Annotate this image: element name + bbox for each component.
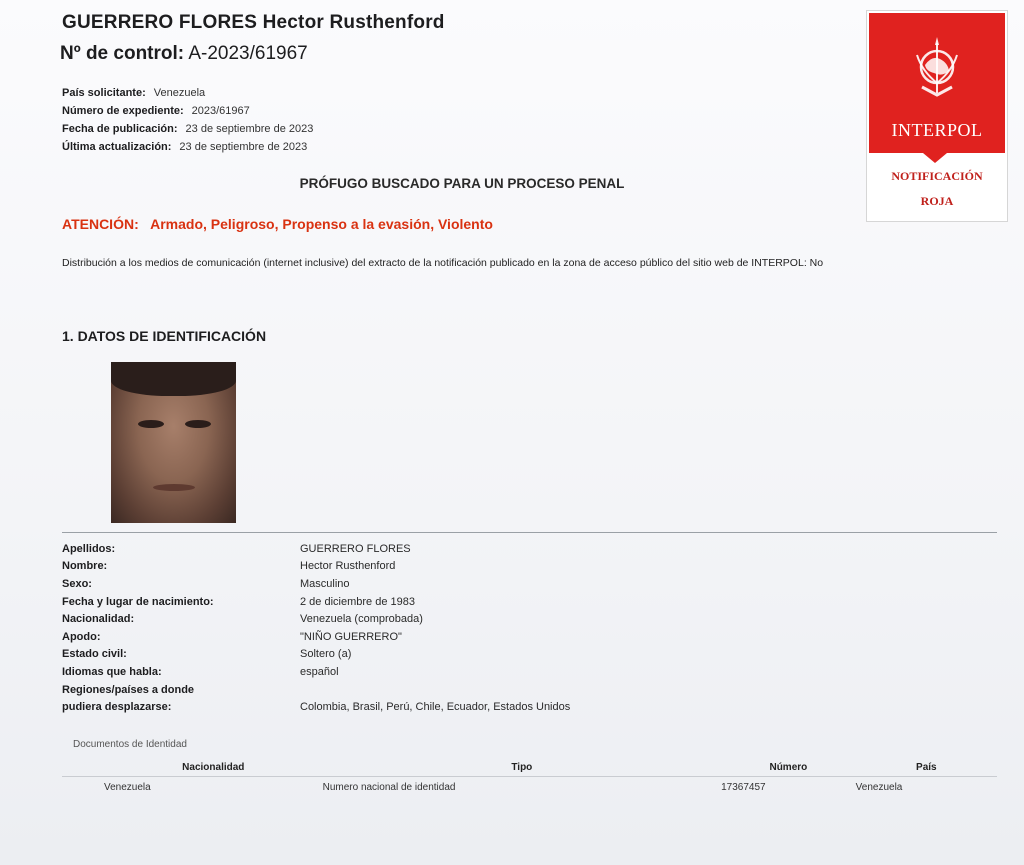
section-title: 1. DATOS DE IDENTIFICACIÓN: [62, 328, 267, 344]
field-row: Nacionalidad: Venezuela (comprobada): [62, 613, 423, 626]
control-value: A-2023/61967: [188, 43, 308, 64]
warning-text: Armado, Peligroso, Propenso a la evasión, Violento: [150, 216, 493, 232]
meta-row: Número de expediente: 2023/61967: [62, 105, 250, 117]
logo-subtitle: NOTIFICACIÓN: [891, 169, 983, 183]
field-row: pudiera desplazarse: Colombia, Brasil, Perú, Chile, Ecuador, Estados Unidos: [62, 701, 571, 714]
field-row: Regiones/países a donde: [62, 683, 195, 696]
divider: [62, 532, 997, 533]
meta-row: Última actualización: 23 de septiembre de 2023: [62, 141, 308, 153]
identification-fields: [62, 540, 570, 716]
suspect-photo: [111, 362, 236, 523]
field-row: Idiomas que habla: español: [62, 665, 339, 678]
field-row: Nombre: Hector Rusthenford: [62, 560, 396, 573]
control-label: Nº de control:: [60, 43, 185, 64]
table-row: Venezuela Numero nacional de identidad 17367457 Venezuela: [104, 781, 903, 793]
documents-table: [62, 758, 997, 797]
control-number: [60, 43, 308, 65]
person-name: GUERRERO FLORES Hector Rusthenford: [62, 12, 445, 33]
warning-line: [62, 216, 493, 232]
warning-label: ATENCIÓN:: [62, 216, 139, 232]
notice-title: PRÓFUGO BUSCADO PARA UN PROCESO PENAL: [299, 176, 625, 191]
field-row: Sexo: Masculino: [62, 577, 350, 590]
meta-row: País solicitante: Venezuela: [62, 87, 206, 99]
field-row: Fecha y lugar de nacimiento: 2 de diciembre de 1983: [62, 595, 415, 608]
notice-metadata: [62, 84, 313, 156]
logo-subtitle: ROJA: [920, 194, 954, 208]
documents-title: Documentos de Identidad: [73, 739, 187, 750]
field-row: Estado civil: Soltero (a): [62, 648, 352, 661]
field-row: Apodo: "NIÑO GUERRERO": [62, 630, 402, 643]
interpol-logo: [866, 10, 1008, 222]
table-header-row: Nacionalidad Tipo Número País: [62, 758, 997, 777]
distribution-note: Distribución a los medios de comunicación (internet inclusive) del extracto de la notificación publicado en la zona de acceso público del sitio web de INTERPOL: No: [62, 257, 824, 269]
meta-row: Fecha de publicación: 23 de septiembre de 2023: [62, 123, 314, 135]
globe-sword-icon: [912, 35, 962, 101]
logo-name: INTERPOL: [891, 120, 983, 140]
field-row: Apellidos: GUERRERO FLORES: [62, 542, 411, 555]
